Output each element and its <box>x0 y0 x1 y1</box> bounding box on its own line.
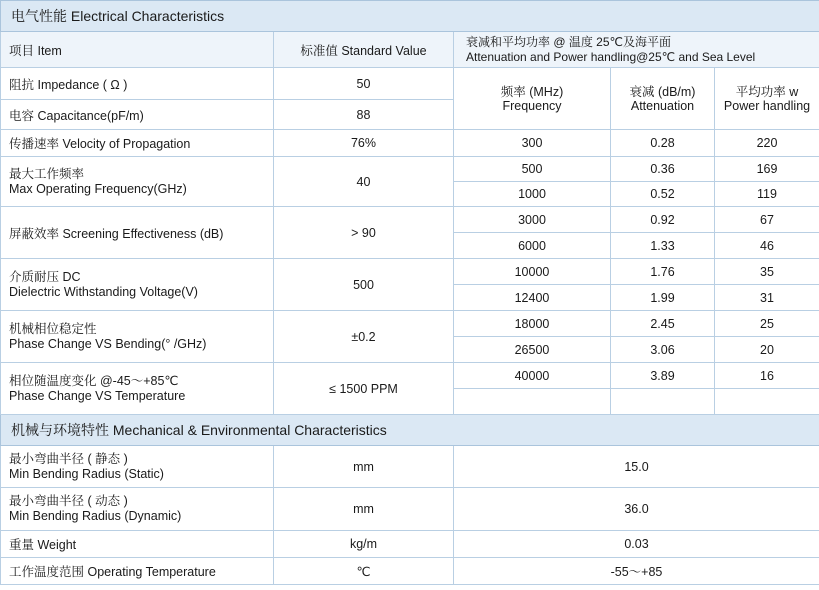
att-freq-cell: 1000 <box>454 182 611 207</box>
mech-unit: ℃ <box>274 558 454 585</box>
table-row <box>1 68 819 100</box>
att-power-cell: 16 <box>715 363 819 389</box>
power-subheader-zh: 平均功率 w <box>735 84 799 99</box>
mech-value: -55～+85 <box>454 558 819 585</box>
table-row <box>1 130 819 157</box>
table-row <box>1 558 819 585</box>
att-subheader <box>611 68 715 130</box>
empty-cell <box>611 389 715 415</box>
col-item-header: 项目 Item <box>1 32 274 68</box>
table-row <box>1 363 819 389</box>
param-label-en: Phase Change VS Temperature <box>9 388 186 403</box>
mech-value: 15.0 <box>454 446 819 488</box>
table-row <box>1 259 819 285</box>
att-subheader-zh: 衰减 (dB/m) <box>629 84 696 99</box>
att-power-cell: 67 <box>715 207 819 233</box>
mech-label <box>1 446 274 488</box>
param-value: 88 <box>274 100 454 130</box>
attenuation-header <box>454 32 819 68</box>
electrical-section-header <box>1 1 819 32</box>
freq-subheader-zh: 频率 (MHz) <box>500 84 564 99</box>
mech-unit: mm <box>274 446 454 488</box>
attenuation-header-zh: 衰减和平均功率 @ 温度 25℃及海平面 <box>466 34 672 49</box>
table-row <box>1 488 819 531</box>
mech-value: 0.03 <box>454 531 819 558</box>
att-power-cell: 25 <box>715 311 819 337</box>
att-freq-cell: 12400 <box>454 285 611 311</box>
power-subheader-en: Power handling <box>723 98 811 113</box>
att-value-cell: 0.52 <box>611 182 715 207</box>
param-value: 76% <box>274 130 454 157</box>
att-power-cell: 169 <box>715 157 819 182</box>
empty-cell <box>715 389 819 415</box>
param-label <box>1 311 274 363</box>
att-value-cell: 0.28 <box>611 130 715 157</box>
param-label <box>1 157 274 207</box>
param-label-en: Phase Change VS Bending(° /GHz) <box>9 336 207 351</box>
param-value: 500 <box>274 259 454 311</box>
power-subheader <box>715 68 819 130</box>
att-value-cell: 2.45 <box>611 311 715 337</box>
param-label <box>1 363 274 415</box>
mech-label: 重量 Weight <box>1 531 274 558</box>
att-freq-cell: 6000 <box>454 233 611 259</box>
att-freq-cell: 40000 <box>454 363 611 389</box>
mech-value: 36.0 <box>454 488 819 531</box>
mech-label: 工作温度范围 Operating Temperature <box>1 558 274 585</box>
freq-subheader-en: Frequency <box>502 98 562 113</box>
att-freq-cell: 10000 <box>454 259 611 285</box>
att-power-cell: 35 <box>715 259 819 285</box>
mechanical-section-title: 机械与环境特性 Mechanical & Environmental Characteristics <box>1 415 819 446</box>
att-value-cell: 1.99 <box>611 285 715 311</box>
mech-label-zh: 最小弯曲半径 ( 动态 ) <box>9 494 128 508</box>
mech-unit: mm <box>274 488 454 531</box>
param-label-en: Dielectric Withstanding Voltage(V) <box>9 284 198 299</box>
att-value-cell: 1.76 <box>611 259 715 285</box>
att-freq-cell: 300 <box>454 130 611 157</box>
freq-subheader <box>454 68 611 130</box>
att-freq-cell: 18000 <box>454 311 611 337</box>
mech-label-zh: 最小弯曲半径 ( 静态 ) <box>9 451 128 466</box>
param-label <box>1 259 274 311</box>
param-value: > 90 <box>274 207 454 259</box>
table-row <box>1 446 819 488</box>
mechanical-section-header <box>1 415 819 446</box>
param-label: 屏蔽效率 Screening Effectiveness (dB) <box>1 207 274 259</box>
att-freq-cell: 26500 <box>454 337 611 363</box>
att-power-cell: 119 <box>715 182 819 207</box>
param-value: 40 <box>274 157 454 207</box>
mech-label-en: Min Bending Radius (Static) <box>9 466 164 481</box>
mech-unit: kg/m <box>274 531 454 558</box>
param-label-zh: 机械相位稳定性 <box>9 321 97 336</box>
att-value-cell: 3.06 <box>611 337 715 363</box>
param-value: ≤ 1500 PPM <box>274 363 454 415</box>
att-value-cell: 3.89 <box>611 363 715 389</box>
electrical-section-title: 电气性能 Electrical Characteristics <box>1 1 819 32</box>
att-value-cell: 1.33 <box>611 233 715 259</box>
table-row <box>1 157 819 182</box>
electrical-column-header <box>1 32 819 68</box>
att-freq-cell: 500 <box>454 157 611 182</box>
attenuation-header-en: Attenuation and Power handling@25℃ and Sea Level <box>466 49 756 64</box>
param-label-zh: 介质耐压 DC <box>9 269 81 284</box>
att-power-cell: 46 <box>715 233 819 259</box>
param-label: 电容 Capacitance(pF/m) <box>1 100 274 130</box>
att-value-cell: 0.92 <box>611 207 715 233</box>
att-power-cell: 20 <box>715 337 819 363</box>
param-label-zh: 最大工作频率 <box>9 166 85 181</box>
param-value: ±0.2 <box>274 311 454 363</box>
att-subheader-en: Attenuation <box>630 98 695 113</box>
table-row <box>1 531 819 558</box>
col-standard-header: 标准值 Standard Value <box>274 32 454 68</box>
empty-cell <box>454 389 611 415</box>
att-power-cell: 220 <box>715 130 819 157</box>
table-row <box>1 207 819 233</box>
att-freq-cell: 3000 <box>454 207 611 233</box>
param-value: 50 <box>274 68 454 100</box>
mech-label-en: Min Bending Radius (Dynamic) <box>9 509 182 523</box>
param-label-zh: 相位随温度变化 @-45～+85℃ <box>9 373 179 388</box>
param-label: 阻抗 Impedance ( Ω ) <box>1 68 274 100</box>
att-value-cell: 0.36 <box>611 157 715 182</box>
mech-label <box>1 488 274 531</box>
table-row <box>1 311 819 337</box>
att-power-cell: 31 <box>715 285 819 311</box>
param-label: 传播速率 Velocity of Propagation <box>1 130 274 157</box>
param-label-en: Max Operating Frequency(GHz) <box>9 181 187 196</box>
